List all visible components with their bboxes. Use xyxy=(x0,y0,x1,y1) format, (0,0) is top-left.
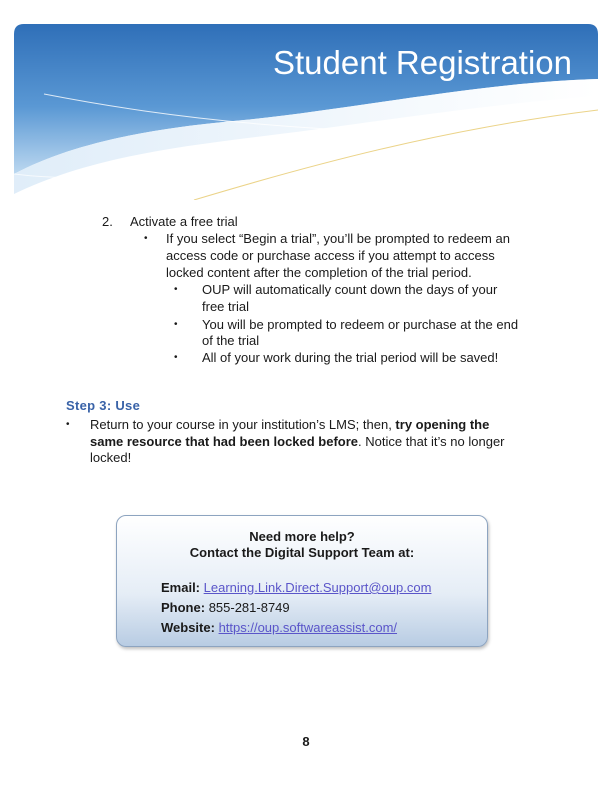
phone-line xyxy=(161,599,290,616)
nested-bullet-line: free trial xyxy=(202,299,249,314)
nested-bullet-line: of the trial xyxy=(202,333,260,348)
step-3-heading: Step 3: Use xyxy=(66,398,141,413)
website-label: Website: xyxy=(161,620,215,635)
nested-bullet-line: You will be prompted to redeem or purchase at the end xyxy=(202,317,519,332)
step-3-line xyxy=(90,433,505,450)
step-3-text: . Notice that it’s no longer xyxy=(358,434,505,449)
nested-bullet-line: OUP will automatically count down the days of your xyxy=(202,282,498,297)
step-3-emphasis: same resource that had been locked before xyxy=(90,434,359,449)
step-3-text: Return to your course in your institution’s LMS; then, xyxy=(90,417,392,432)
website-line xyxy=(161,619,397,636)
help-box xyxy=(116,515,488,647)
list-item-title: Activate a free trial xyxy=(130,214,238,229)
help-heading: Need more help? xyxy=(249,529,355,544)
list-number: 2. xyxy=(102,214,113,229)
sub-bullet-line: If you select “Begin a trial”, you’ll be prompted to redeem an xyxy=(166,231,510,246)
page-number: 8 xyxy=(302,734,310,749)
sub-bullet-line: locked content after the completion of the trial period. xyxy=(166,265,472,280)
sub-bullet-line: access code or purchase access if you attempt to access xyxy=(166,248,495,263)
email-label: Email: xyxy=(161,580,201,595)
help-subheading: Contact the Digital Support Team at: xyxy=(189,545,415,560)
step-3-line: locked! xyxy=(90,450,132,465)
nested-bullet-line: All of your work during the trial period will be saved! xyxy=(202,350,499,365)
website-link[interactable]: https://oup.softwareassist.com/ xyxy=(218,620,398,635)
bullet-icon: • xyxy=(144,233,148,244)
page-title: Student Registration xyxy=(272,44,572,81)
step-3-line xyxy=(90,416,489,433)
bullet-icon: • xyxy=(174,352,178,363)
phone-label: Phone: xyxy=(161,600,206,615)
header-banner xyxy=(14,24,598,200)
email-line xyxy=(161,579,431,596)
bullet-icon: • xyxy=(66,419,70,430)
bullet-icon: • xyxy=(174,319,178,330)
phone-value: 855-281-8749 xyxy=(208,600,290,615)
step-3-emphasis: try opening the xyxy=(391,417,490,432)
bullet-icon: • xyxy=(174,284,178,295)
email-link[interactable]: Learning.Link.Direct.Support@oup.com xyxy=(203,580,432,595)
